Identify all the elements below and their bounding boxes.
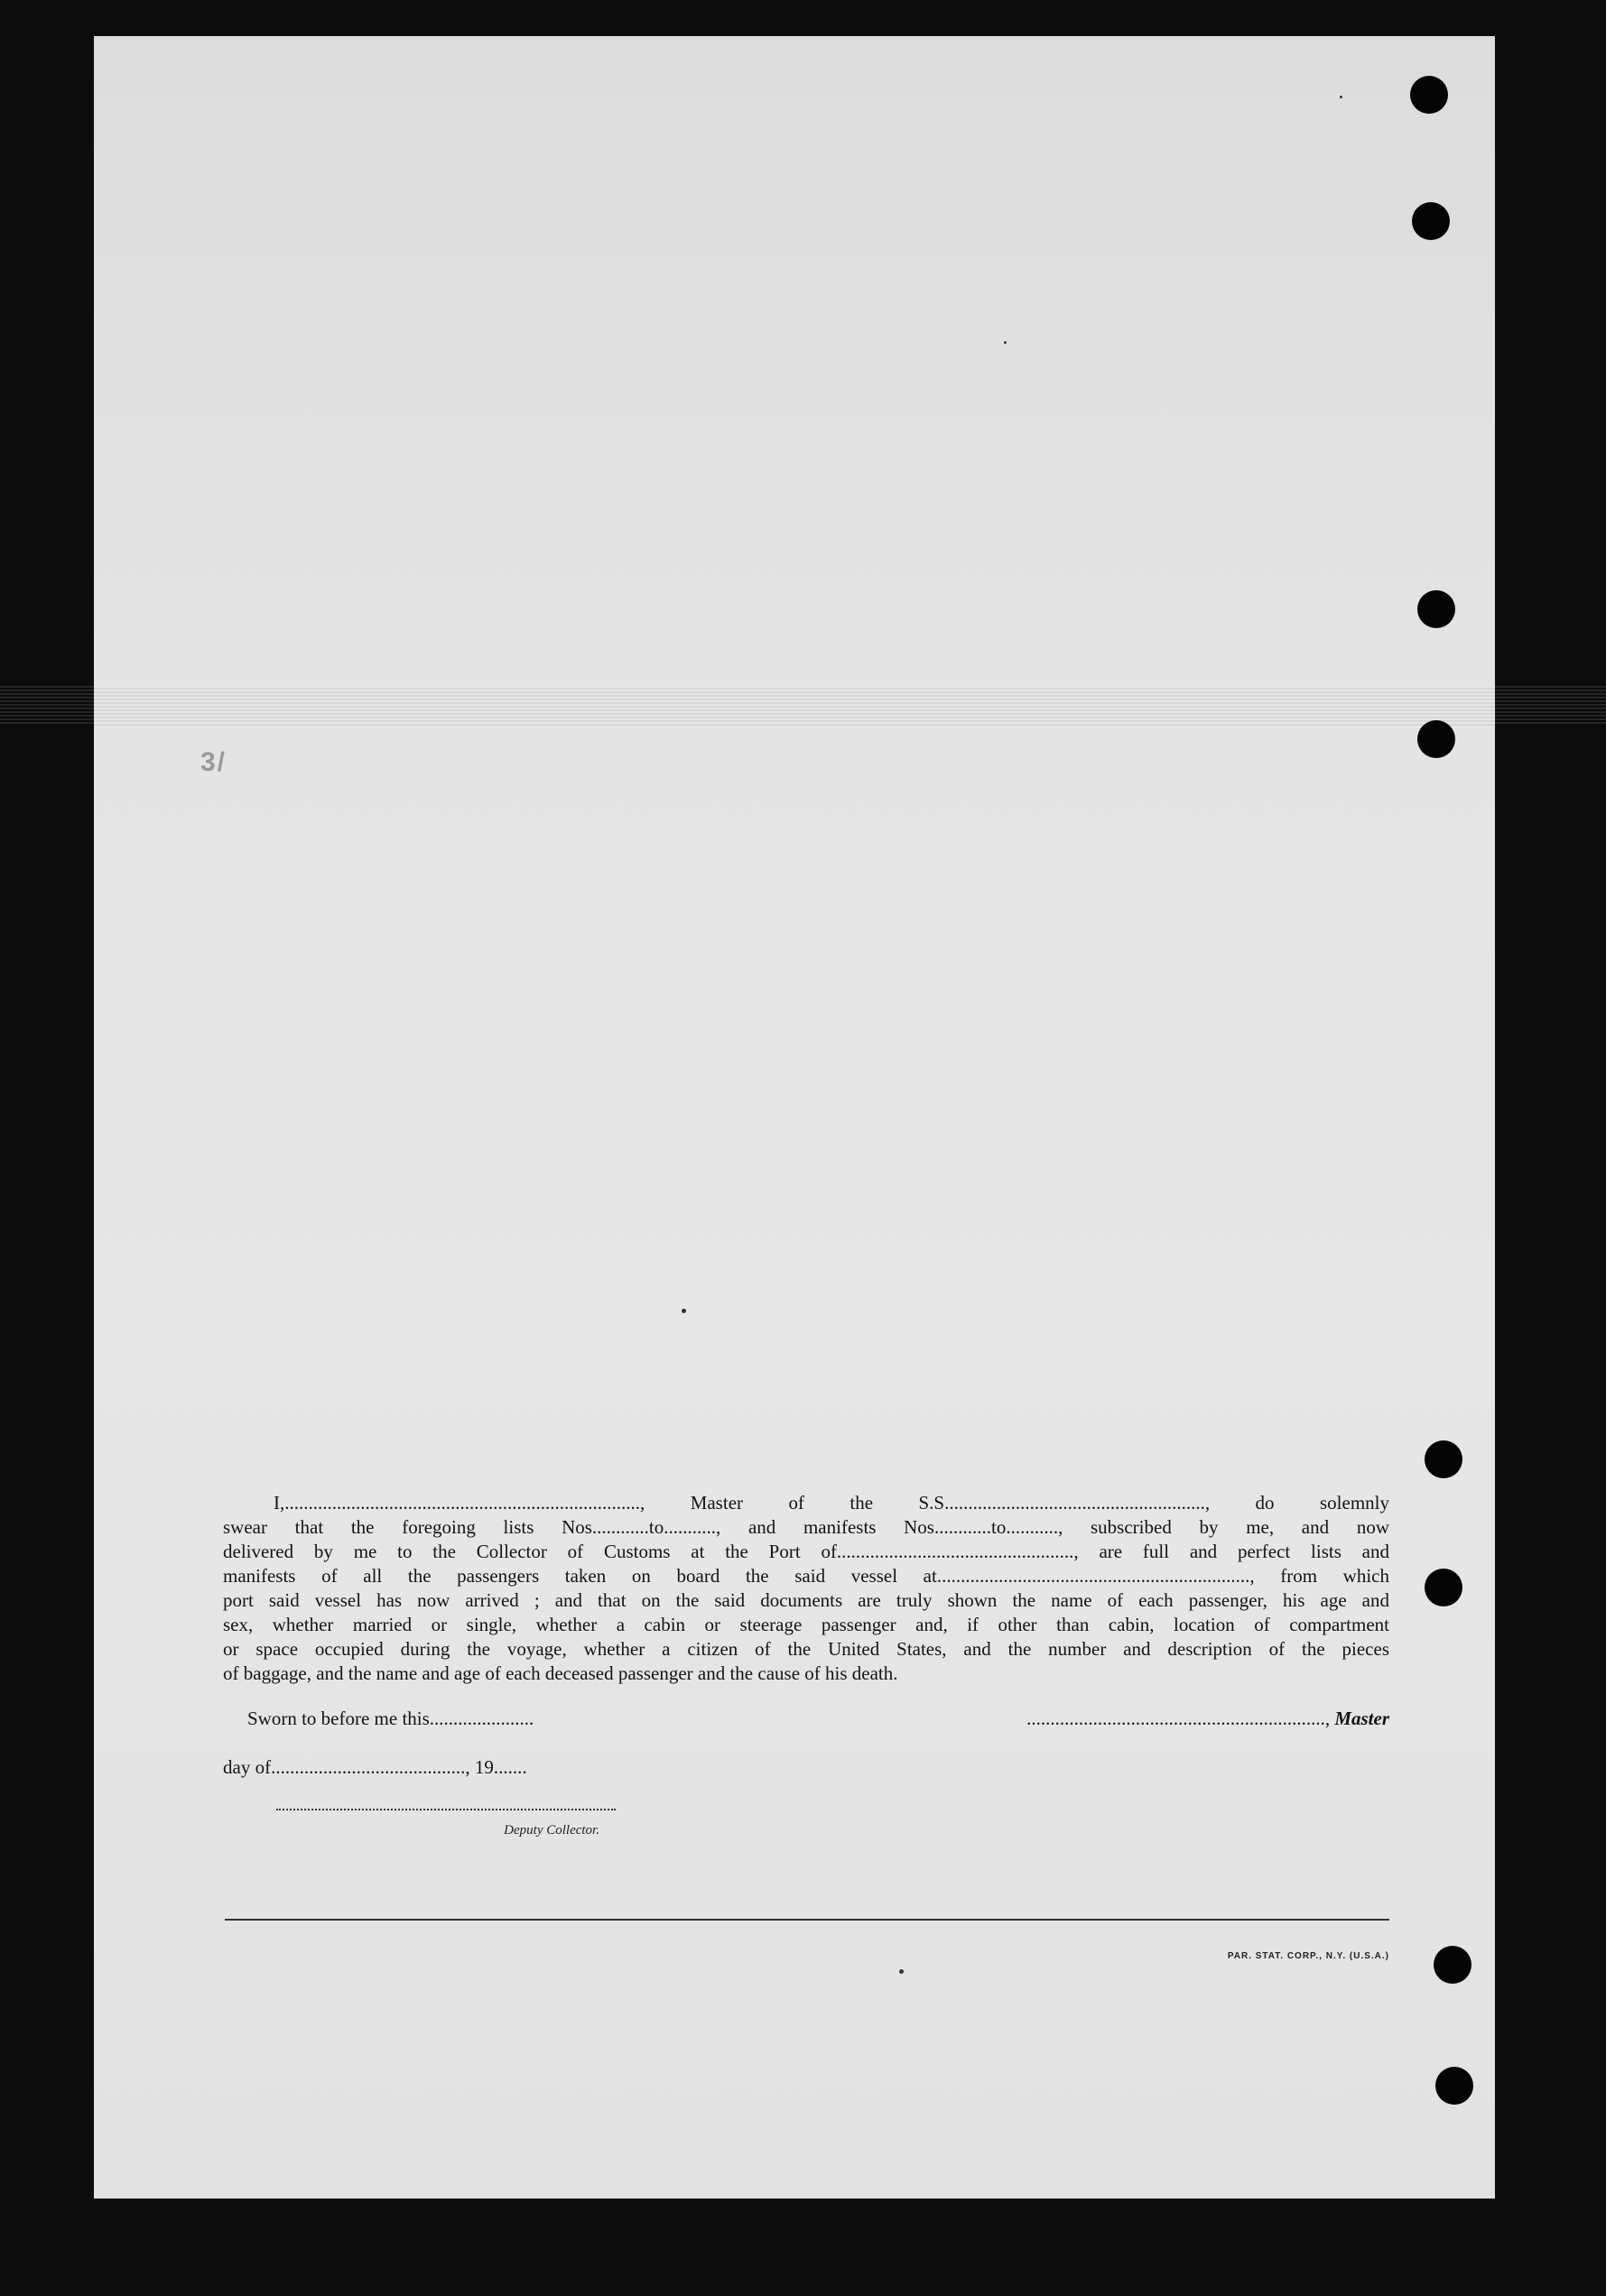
oath-line: manifests of all the passengers taken on board the said vessel at.................................................................., from which (223, 1565, 1389, 1587)
punch-hole-4 (1417, 720, 1455, 758)
footer-rule (225, 1919, 1389, 1921)
punch-hole-8 (1435, 2067, 1473, 2105)
sworn-statement: Sworn to before me this...................... (247, 1708, 534, 1729)
speck (1004, 341, 1007, 344)
oath-line: of baggage, and the name and age of each deceased passenger and the cause of his death. (223, 1662, 898, 1684)
speck (1340, 96, 1342, 98)
punch-hole-1 (1410, 76, 1448, 114)
day-of-line: day of........................................., 19....... (223, 1756, 527, 1778)
oath-line: swear that the foregoing lists Nos............to..........., and manifests Nos............to..........., subscribed by me, and now (223, 1516, 1389, 1538)
oath-line: delivered by me to the Collector of Customs at the Port of.................................................., are full and perfect lists and (223, 1541, 1389, 1562)
master-label: Master (1334, 1708, 1389, 1729)
speck (682, 1309, 686, 1313)
oath-line: port said vessel has now arrived ; and that on the said documents are truly shown the name of each passenger, his age and (223, 1589, 1389, 1611)
punch-hole-7 (1434, 1946, 1471, 1984)
master-dots: ..............................................................., (1026, 1708, 1335, 1729)
punch-hole-6 (1425, 1569, 1462, 1606)
printer-imprint: PAR. STAT. CORP., N.Y. (U.S.A.) (1227, 1951, 1389, 1961)
pencil-mark: 3/ (200, 747, 227, 777)
punch-hole-2 (1412, 202, 1450, 240)
deputy-collector-label: Deputy Collector. (504, 1823, 599, 1838)
punch-hole-5 (1425, 1440, 1462, 1478)
speck (899, 1969, 904, 1974)
oath-line: I,..........................................................................., Master of the S.S......................................................., do solemnly (274, 1492, 1389, 1514)
oath-line: sex, whether married or single, whether a cabin or steerage passenger and, if other than cabin, location of compartment (223, 1614, 1389, 1635)
oath-paragraph (223, 1491, 1389, 1686)
oath-line: or space occupied during the voyage, whether a citizen of the United States, and the number and description of the pieces (223, 1638, 1389, 1660)
deputy-signature-line (276, 1809, 616, 1810)
master-signature-line (916, 1708, 1389, 1730)
punch-hole-3 (1417, 590, 1455, 628)
document-page (94, 36, 1495, 2199)
